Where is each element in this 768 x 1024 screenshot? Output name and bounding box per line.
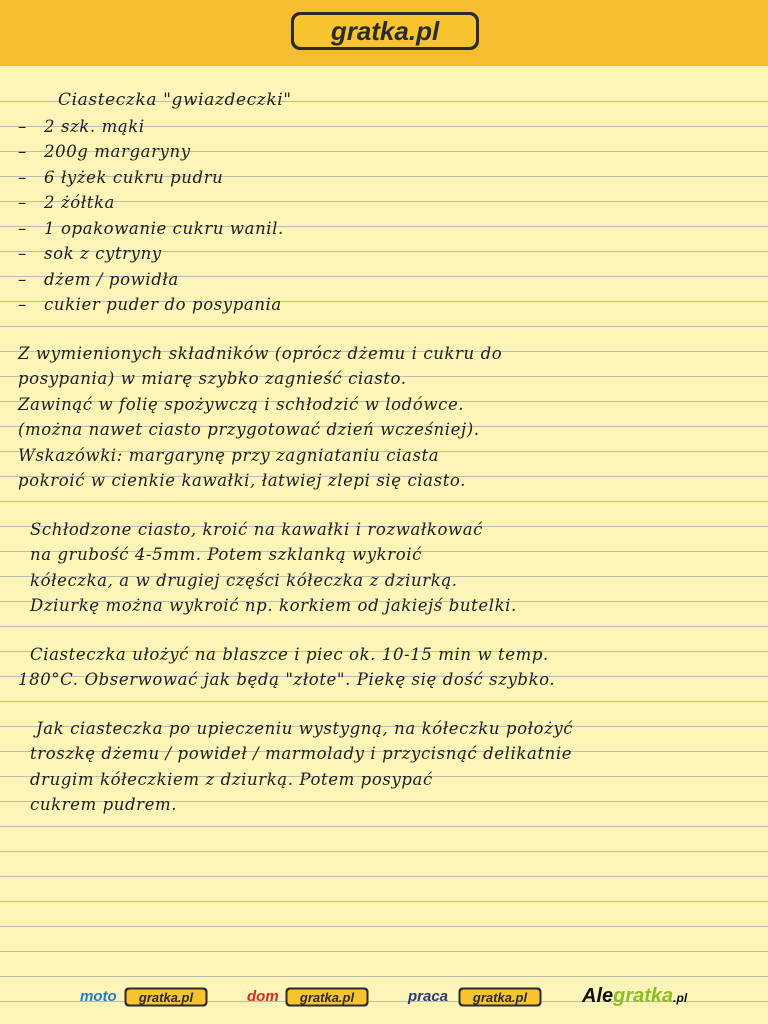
dash-bullet: –: [18, 193, 27, 212]
footer-brands: [0, 982, 768, 1012]
alegratka-ale: Ale: [582, 985, 614, 1007]
dash-bullet: –: [18, 244, 27, 263]
gratka-mini-logo: [458, 987, 542, 1007]
instruction-line: troszkę dżemu / powideł / marmolady i przycisnąć delikatnie: [30, 744, 573, 763]
gratka-logo: [290, 11, 480, 51]
dash-bullet: –: [18, 142, 27, 161]
instruction-line: na grubość 4-5mm. Potem szklanką wykroić: [30, 545, 423, 564]
instruction-line: Ciasteczka ułożyć na blaszce i piec ok. 10-15 min w temp.: [30, 644, 549, 664]
instruction-line: pokroić w cienkie kawałki, łatwiej zlepi się ciasto.: [18, 471, 467, 490]
ingredient-text: 1 opakowanie cukru wanil.: [44, 218, 284, 238]
instruction-paragraph: [18, 341, 748, 494]
instruction-line: (można nawet ciasto przygotować dzień wcześniej).: [18, 420, 480, 439]
instruction-line: posypania) w miarę szybko zagnieść ciasto.: [18, 369, 407, 388]
gratka-mini-logo: [124, 987, 208, 1007]
instruction-paragraph: [18, 517, 748, 619]
dash-bullet: –: [18, 269, 27, 289]
ingredient-text: 200g margaryny: [44, 142, 191, 161]
logo-text: gratka.pl: [330, 16, 440, 46]
instruction-paragraph: [18, 642, 748, 693]
instruction-line: Wskazówki: margarynę przy zagniataniu ciasta: [18, 445, 440, 465]
instruction-line: 180°C. Obserwować jak będą "złote". Piekę się dość szybko.: [18, 670, 556, 689]
ingredient-item: [18, 267, 748, 293]
instruction-line: kółeczka, a w drugiej części kółeczka z dziurką.: [30, 570, 458, 590]
header-band: [0, 0, 768, 66]
alegratka-gratka: gratka: [613, 985, 674, 1007]
brand-alegratka[interactable]: [582, 984, 687, 1010]
instructions: [18, 341, 748, 818]
ingredient-text: 2 żółtka: [44, 193, 115, 212]
instruction-line: drugim kółeczkiem z dziurką. Potem posypać: [30, 769, 433, 789]
brand-prefix: praca: [408, 988, 449, 1005]
ingredient-text: 2 szk. mąki: [44, 116, 145, 136]
instruction-line: cukrem pudrem.: [30, 795, 178, 814]
ingredient-list: [18, 114, 748, 318]
instruction-line: Zawinąć w folię spożywczą i schłodzić w lodówce.: [18, 394, 465, 414]
dash-bullet: –: [18, 116, 27, 136]
ingredient-text: 6 łyżek cukru pudru: [44, 167, 224, 187]
mini-logo-text: gratka.pl: [138, 990, 194, 1005]
ingredient-item: [18, 114, 748, 140]
ingredient-item: [18, 190, 748, 216]
recipe-title: Ciasteczka "gwiazdeczki": [58, 90, 292, 110]
ingredient-text: dżem / powidła: [44, 269, 179, 289]
brand-prefix: dom: [247, 988, 279, 1005]
ingredient-item: [18, 241, 748, 267]
dash-bullet: –: [18, 218, 27, 238]
dash-bullet: –: [18, 295, 27, 314]
ingredient-text: sok z cytryny: [44, 244, 162, 263]
brand-prefix: moto: [80, 988, 117, 1005]
instruction-line: Schłodzone ciasto, kroić na kawałki i rozwałkować: [30, 519, 483, 539]
instruction-line: Jak ciasteczka po upieczeniu wystygną, na kółeczku położyć: [36, 718, 574, 738]
mini-logo-text: gratka.pl: [472, 990, 528, 1005]
gratka-mini-logo: [285, 987, 369, 1007]
instruction-paragraph: [18, 716, 748, 818]
instruction-line: Dziurkę można wykroić np. korkiem od jakiejś butelki.: [30, 596, 517, 615]
instruction-line: Z wymienionych składników (oprócz dżemu i cukru do: [18, 343, 503, 363]
ingredient-text: cukier puder do posypania: [44, 295, 282, 314]
dash-bullet: –: [18, 167, 27, 187]
handwritten-recipe: [18, 88, 748, 818]
alegratka-pl: .pl: [673, 991, 688, 1005]
mini-logo-text: gratka.pl: [299, 990, 355, 1005]
ingredient-item: [18, 139, 748, 165]
ingredient-item: [18, 292, 748, 318]
ingredient-item: [18, 216, 748, 242]
ingredient-item: [18, 165, 748, 191]
